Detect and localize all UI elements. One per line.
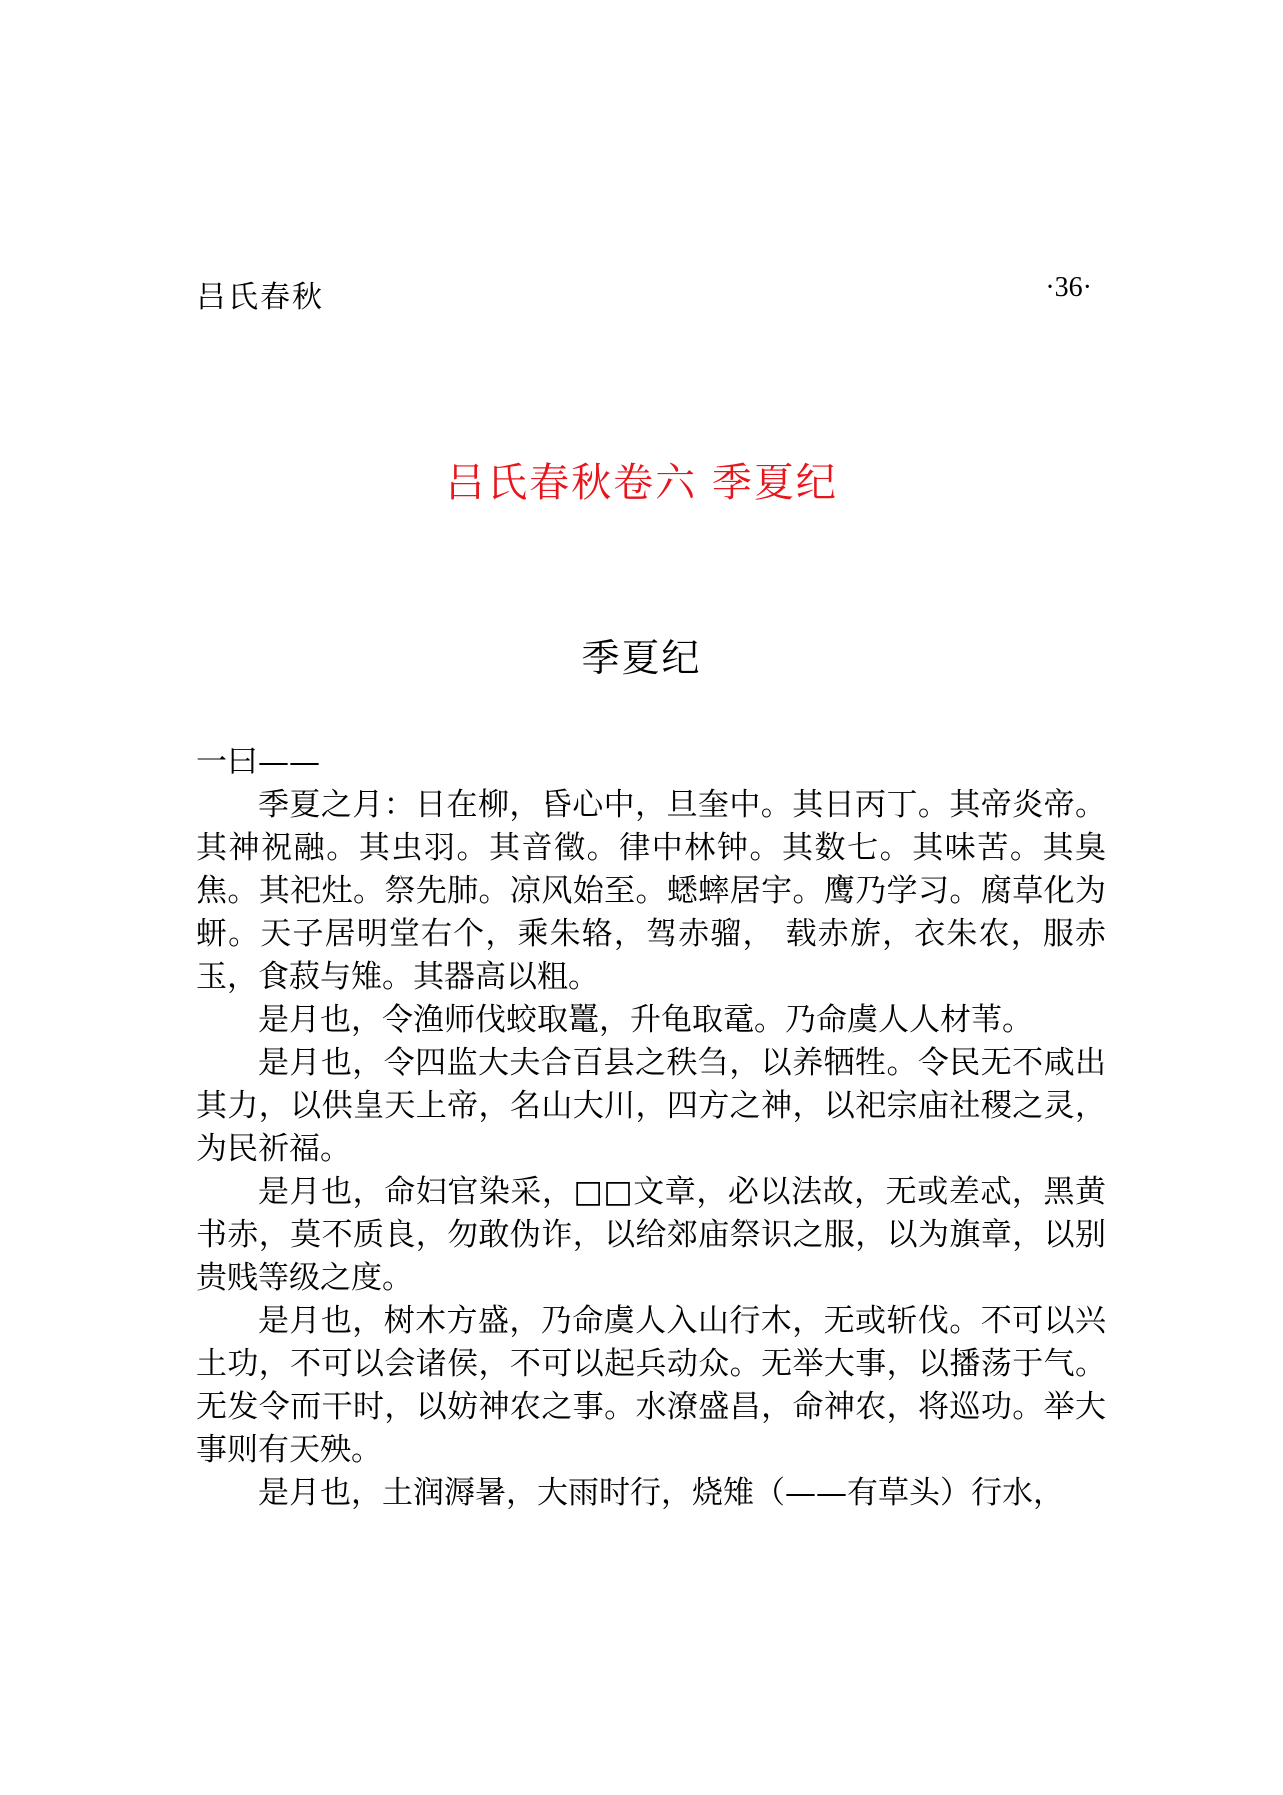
paragraph: 是月也，土润溽暑，大雨时行，烧雉（——有草头）行水， [258, 1475, 1064, 1511]
paragraph: 季夏之月：日在柳，昏心中，旦奎中。其日丙丁。其帝炎帝。其神祝融。其虫羽。其音徵。律中林钟。其数七。其味苦。其臭焦。其祀灶。祭先肺。凉风始至。蟋蟀居宇。鹰乃学习。腐草化为蚈。天子居明堂右个，乘朱辂，驾赤骝， 载赤旂，衣朱农，服赤玉，食菽与雉。其器高以粗。 [196, 787, 1106, 995]
section-title: 季夏纪 [581, 636, 702, 680]
paragraph: 是月也，树木方盛，乃命虞人入山行木，无或斩伐。不可以兴土功，不可以会诸侯，不可以起兵动众。无举大事，以播荡于气。无发令而干时，以妨神农之事。水潦盛昌，命神农，将巡功。举大事则有天殃。 [196, 1303, 1106, 1468]
body-text [196, 741, 1106, 1515]
paragraph-opening: 一曰—— [196, 744, 320, 780]
running-header [196, 272, 1092, 315]
book-title: 吕氏春秋 [196, 280, 324, 315]
paragraph: 是月也，令渔师伐蛟取鼍，升龟取鼋。乃命虞人人材苇。 [258, 1002, 1033, 1038]
paragraph: 是月也，命妇官染采，□□文章，必以法故，无或差忒，黑黄书赤，莫不质良，勿敢伪诈，以给郊庙祭识之服，以为旗章，以别贵贱等级之度。 [196, 1174, 1106, 1296]
paragraph: 是月也，令四监大夫合百县之秩刍，以养牺牲。令民无不咸出其力，以供皇天上帝，名山大川，四方之神，以祀宗庙社稷之灵，为民祈福。 [196, 1045, 1106, 1167]
chapter-title: 吕氏春秋卷六 季夏纪 [445, 460, 838, 506]
page-number: ·36· [1045, 272, 1092, 303]
